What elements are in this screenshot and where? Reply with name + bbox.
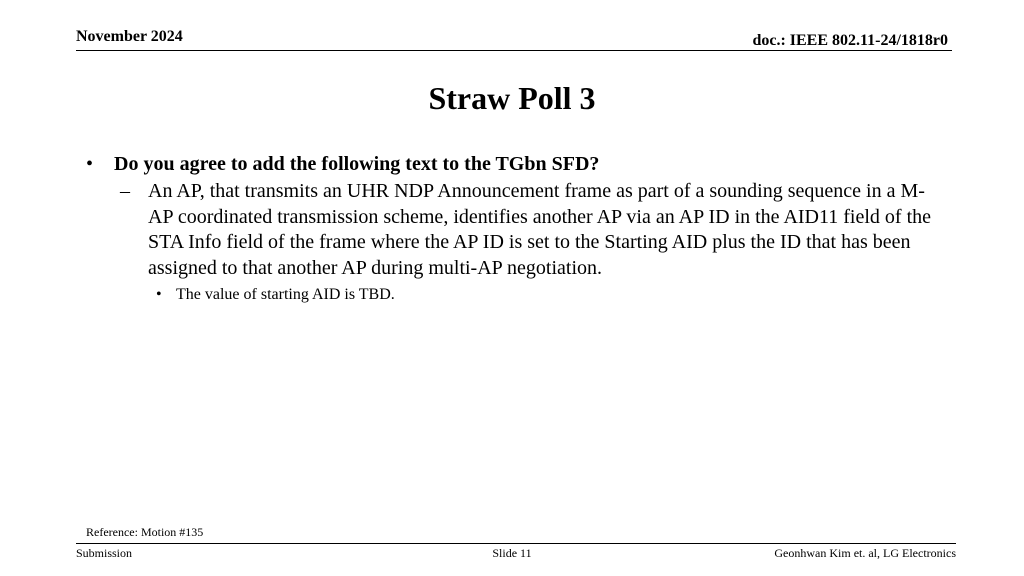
bullet-text: An AP, that transmits an UHR NDP Announcement frame as part of a sounding sequence in a M-AP coordinated transmission scheme, identifies another AP via an AP ID in the AID11 field of the STA Info field of the frame where the AP ID is set to the Starting AID plus the ID that has been assigned to that another AP during multi-AP negotiation. [148, 180, 931, 279]
header-divider [76, 50, 952, 51]
slide-title: Straw Poll 3 [428, 80, 596, 116]
footer-divider [76, 543, 956, 544]
bullet-marker: • [86, 153, 94, 175]
footer-authors: Geonhwan Kim et. al, LG Electronics [774, 546, 956, 560]
bullet-level-2 [120, 179, 946, 281]
reference-note: Reference: Motion #135 [86, 525, 204, 539]
dash-marker: – [120, 180, 130, 202]
header-doc-id: doc.: IEEE 802.11-24/1818r0 [752, 32, 948, 49]
bullet-marker: • [156, 286, 162, 303]
slide-body [86, 152, 946, 305]
bullet-level-3 [156, 285, 946, 305]
header-date: November 2024 [76, 28, 183, 45]
bullet-level-1 [86, 152, 946, 177]
footer-slide-number: Slide 11 [492, 546, 532, 560]
bullet-text: Do you agree to add the following text to the TGbn SFD? [114, 153, 600, 175]
footer-submission: Submission [76, 546, 133, 560]
bullet-text: The value of starting AID is TBD. [176, 286, 395, 303]
